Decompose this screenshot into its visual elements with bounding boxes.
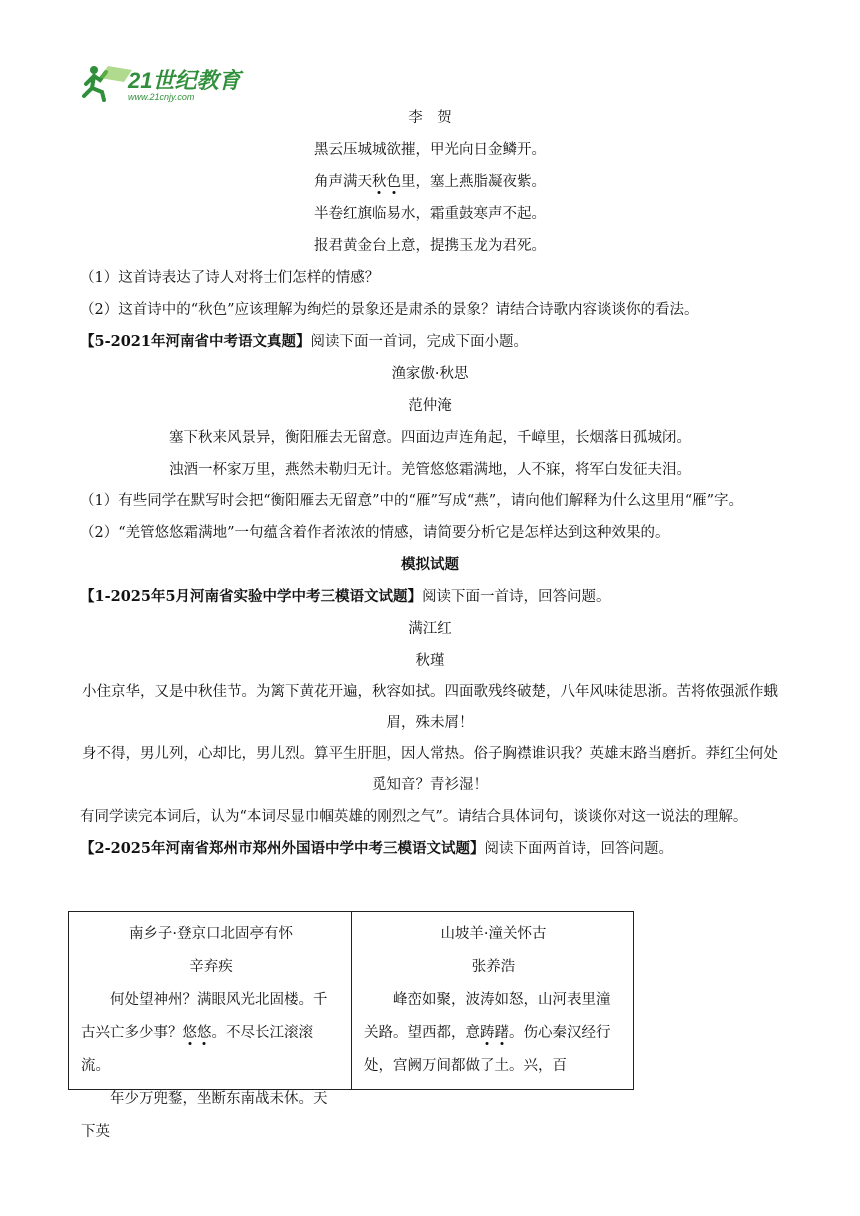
emphasis-dot-char: 躇	[494, 1025, 509, 1041]
poem-line: 浊酒一杯家万里，燕然未勒归无计。羌管悠悠霜满地，人不寐，将军白发征夫泪。	[169, 462, 691, 478]
poem-author: 张养浩	[471, 959, 516, 975]
poem-title: 山坡羊·潼关怀古	[440, 926, 547, 942]
table-cell-right	[351, 912, 633, 1089]
poem-title: 满江红	[408, 621, 452, 637]
poem-author: 李 贺	[408, 110, 452, 126]
poem-author: 范仲淹	[408, 398, 452, 414]
document-body	[80, 102, 780, 865]
svg-text:www.21cnjy.com: www.21cnjy.com	[128, 92, 195, 102]
runner-logo-icon	[80, 62, 252, 104]
poem-title: 渔家傲·秋思	[391, 366, 469, 382]
question: 有同学读完本词后，认为“本词尽显巾帼英雄的刚烈之气”。请结合具体词句，谈谈你对这一说法的理解。	[80, 809, 748, 825]
poem-text: 峰峦如聚，波涛如怒，山河表里潼关路。望西都，意踌躇。伤心秦汉经行处，宫阙万间都做了土。兴，百	[364, 992, 611, 1074]
emphasis-dot-char: 悠	[182, 1025, 197, 1041]
table-cell-left	[69, 912, 351, 1140]
question: （2）“羌管悠悠霜满地”一句蕴含着作者浓浓的情感，请简要分析它是怎样达到这种效果的。	[80, 525, 670, 541]
question: （2）这首诗中的“秋色”应该理解为绚烂的景象还是肃杀的景象？请结合诗歌内容谈谈你的看法。	[80, 302, 699, 318]
poem-line: 黑云压城城欲摧，甲光向日金鳞开。	[314, 142, 546, 158]
site-logo	[80, 62, 252, 104]
poem-text: 何处望神州？满眼风光北固楼。千古兴亡多少事？悠悠。不尽长江滚滚流。	[81, 992, 328, 1074]
poem-stanza: 小住京华，又是中秋佳节。为篱下黄花开遍，秋容如拭。四面歌残终破楚，八年风味徒思浙。苦将侬强派作蛾眉，殊未屑！	[82, 684, 778, 731]
section-heading: 模拟试题	[401, 556, 459, 573]
question: （1）这首诗表达了诗人对将士们怎样的情感？	[80, 270, 380, 286]
poem-title: 南乡子·登京口北固亭有怀	[128, 926, 294, 942]
poem-comparison-table	[68, 911, 634, 1140]
poem-line: 角声满天秋色里，塞上燕脂凝夜紫。	[314, 174, 546, 190]
section-header: 【1-2025年5月河南省实验中学中考三模语文试题】阅读下面一首诗，回答问题。	[80, 588, 611, 605]
emphasis-dot-char: 色	[386, 174, 401, 190]
poem-author: 辛弃疾	[189, 959, 233, 975]
question: （1）有些同学在默写时会把“衡阳雁去无留意”中的“雁”写成“燕”，请向他们解释为什么这里用“雁”字。	[80, 493, 744, 509]
poem-stanza: 身不得，男儿列，心却比，男儿烈。算平生肝胆，因人常热。俗子胸襟谁识我？英雄末路当磨折。莽红尘何处觅知音？青衫湿！	[82, 746, 778, 793]
poem-line: 塞下秋来风景异，衡阳雁去无留意。四面边声连角起，千嶂里，长烟落日孤城闭。	[169, 430, 691, 446]
section-header: 【5-2021年河南省中考语文真题】阅读下面一首词，完成下面小题。	[80, 333, 528, 350]
emphasis-dot-char: 悠	[197, 1025, 212, 1041]
poem-line: 报君黄金台上意，提携玉龙为君死。	[314, 238, 546, 254]
svg-text:21世纪教育: 21世纪教育	[128, 68, 241, 93]
poem-author: 秋瑾	[415, 653, 445, 669]
section-header: 【2-2025年河南省郑州市郑州外国语中学中考三模语文试题】阅读下面两首诗，回答问题。	[80, 840, 673, 857]
poem-text: 年少万兜鍪，坐断东南战未休。天下英	[81, 1091, 328, 1140]
poem-line: 半卷红旗临易水，霜重鼓寒声不起。	[314, 206, 546, 222]
emphasis-dot-char: 踌	[480, 1025, 495, 1041]
emphasis-dot-char: 秋	[372, 174, 387, 190]
